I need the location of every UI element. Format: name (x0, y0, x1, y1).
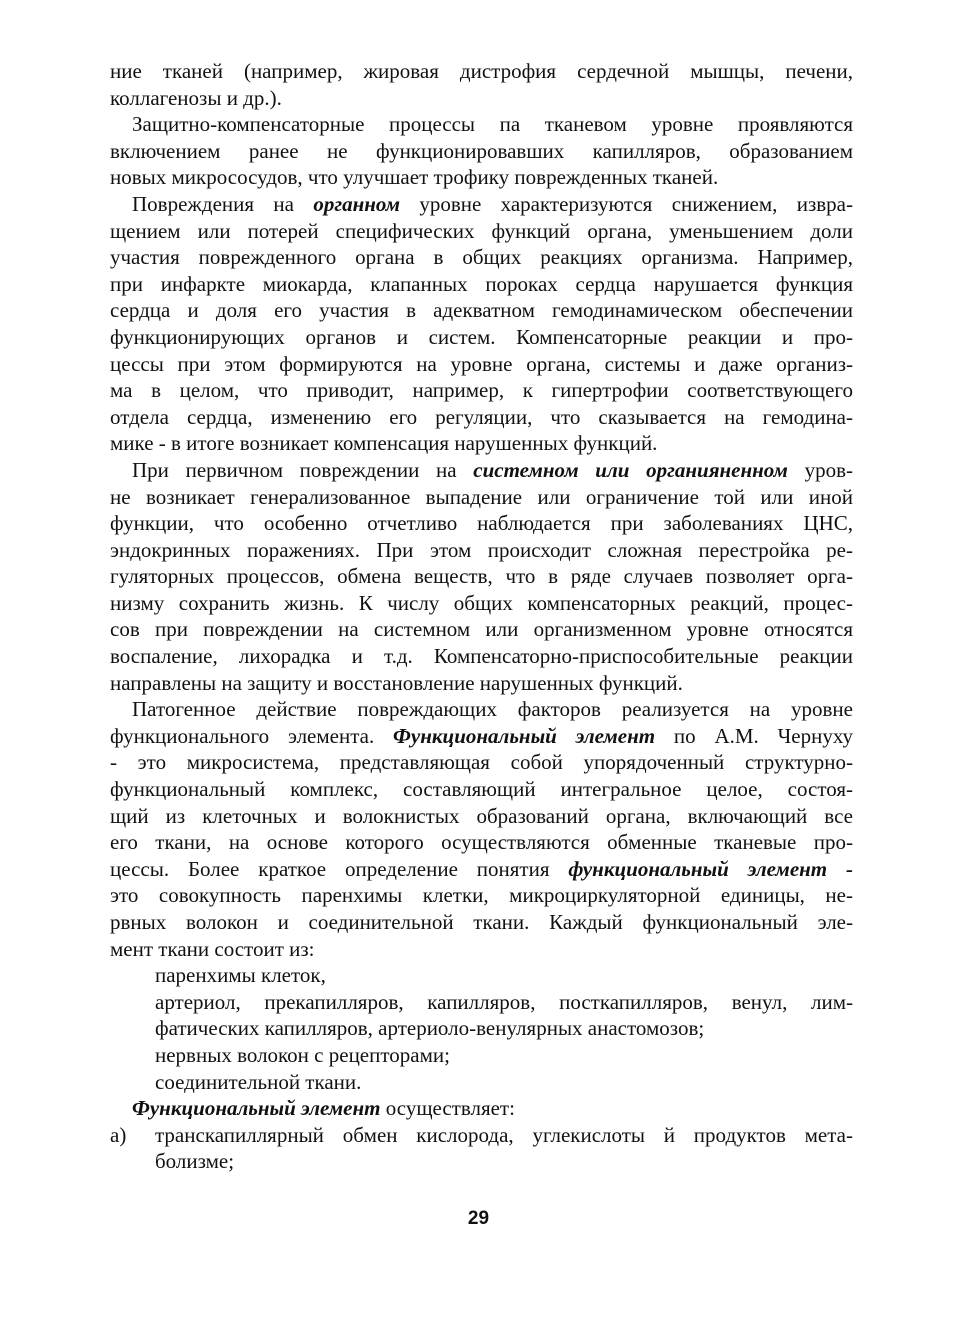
text-line: мент ткани состоит из: (110, 936, 315, 961)
text-line: - это микросистема, представляющая собой упорядоченный структурно- (110, 750, 853, 775)
text-line: функционального элемента. Функциональный элемент по А.М. Чернуху (110, 723, 854, 748)
text-line: щением или потерей специфических функций органа, уменьшением доли (110, 218, 853, 243)
emphasis-term: системном или органияненном (473, 457, 788, 482)
list-item: паренхимы клеток, (155, 963, 326, 988)
text-line: функционирующих органов и систем. Компенсаторные реакции и про- (110, 324, 853, 349)
paragraph-start: Функциональный элемент осуществляет: (132, 1096, 515, 1121)
text-line: при инфаркте миокарда, клапанных пороках сердца нарушается функция (110, 271, 853, 296)
text-line: рвных волокон и соединительной ткани. Каждый функциональный эле- (110, 910, 853, 934)
list-item: артериол, прекапилляров, капилляров, посткапилляров, венул, лим- (155, 989, 853, 1014)
item-label: а) (110, 1122, 127, 1147)
text-body (110, 58, 853, 1175)
emphasis-term: Функциональный элемент (393, 723, 656, 748)
text-line: ма в целом, что приводит, например, к гипертрофии соответствующего (110, 378, 853, 403)
page-number: 29 (467, 1208, 490, 1229)
paragraph-start: При первичном повреждении на системном или органияненном уров- (132, 457, 853, 482)
text-line: функции, что особенно отчетливо наблюдается при заболеваниях ЦНС, (110, 511, 853, 536)
text-line: новых микрососудов, что улучшает трофику поврежденных тканей. (110, 165, 719, 190)
enumerated-item: а) транскапиллярный обмен кислорода, углекислоты й продуктов мета- (110, 1122, 853, 1147)
text-line: коллагенозы и др.). (110, 85, 282, 110)
list-item: соединительной ткани. (155, 1069, 362, 1094)
text-line: мике - в итоге возникает компенсация нарушенных функций. (110, 431, 658, 456)
enumerated-item-continuation: болизме; (155, 1149, 235, 1174)
paragraph-start: Повреждения на органном уровне характеризуются снижением, извра- (132, 191, 853, 216)
paragraph-start: Защитно-компенсаторные процессы па тканевом уровне проявляются (132, 112, 853, 137)
text-line: гуляторных процессов, обмена веществ, что в ряде случаев позволяет орга- (110, 564, 853, 589)
text-line: эндокринных поражениях. При этом происходит сложная перестройка ре- (110, 537, 853, 562)
text-line: цессы. Более краткое определение понятия функциональный элемент - (110, 856, 854, 881)
emphasis-term: функциональный элемент - (568, 856, 854, 881)
text-line: сов при повреждении на системном или организменном уровне относятся (110, 617, 853, 642)
text-line: воспаление, лихорадка и т.д. Компенсаторно-приспособительные реакции (110, 644, 853, 669)
text-line: отдела сердца, изменению его регуляции, что сказывается на гемодина- (110, 404, 853, 429)
text-line: цессы при этом формируются на уровне органа, системы и даже организ- (110, 351, 853, 376)
text-line: участия поврежденного органа в общих реакциях организма. Например, (110, 245, 853, 270)
emphasis-term: Функциональный элемент (132, 1096, 381, 1121)
text-line: щий из клеточных и волокнистых образований органа, включающий все (110, 803, 853, 828)
text-line: сердца и доля его участия в адекватном гемодинамическом обеспечении (110, 298, 853, 323)
paragraph-start: Патогенное действие повреждающих факторов реализуется на уровне (132, 697, 853, 722)
text-line: низму сохранить жизнь. К числу общих компенсаторных реакций, процес- (110, 590, 853, 615)
text-line: включением ранее не функционировавших капилляров, образованием (110, 138, 853, 163)
list-item-continuation: фатических капилляров, артериоло-венулярных анастомозов; (155, 1016, 705, 1041)
text-line: направлены на защиту и восстановление нарушенных функций. (110, 670, 683, 695)
text-line: его ткани, на основе которого осуществляются обменные тканевые про- (110, 830, 853, 855)
text-line: это совокупность паренхимы клетки, микроциркуляторной единицы, не- (110, 883, 853, 908)
list-item: нервных волокон с рецепторами; (155, 1042, 450, 1067)
text-line: не возникает генерализованное выпадение или ограничение той или иной (110, 484, 853, 509)
text-line: ние тканей (например, жировая дистрофия сердечной мышцы, печени, (110, 59, 853, 83)
text-line: функциональный комплекс, составляющий интегральное целое, состоя- (110, 777, 853, 802)
emphasis-term: органном (313, 191, 400, 216)
